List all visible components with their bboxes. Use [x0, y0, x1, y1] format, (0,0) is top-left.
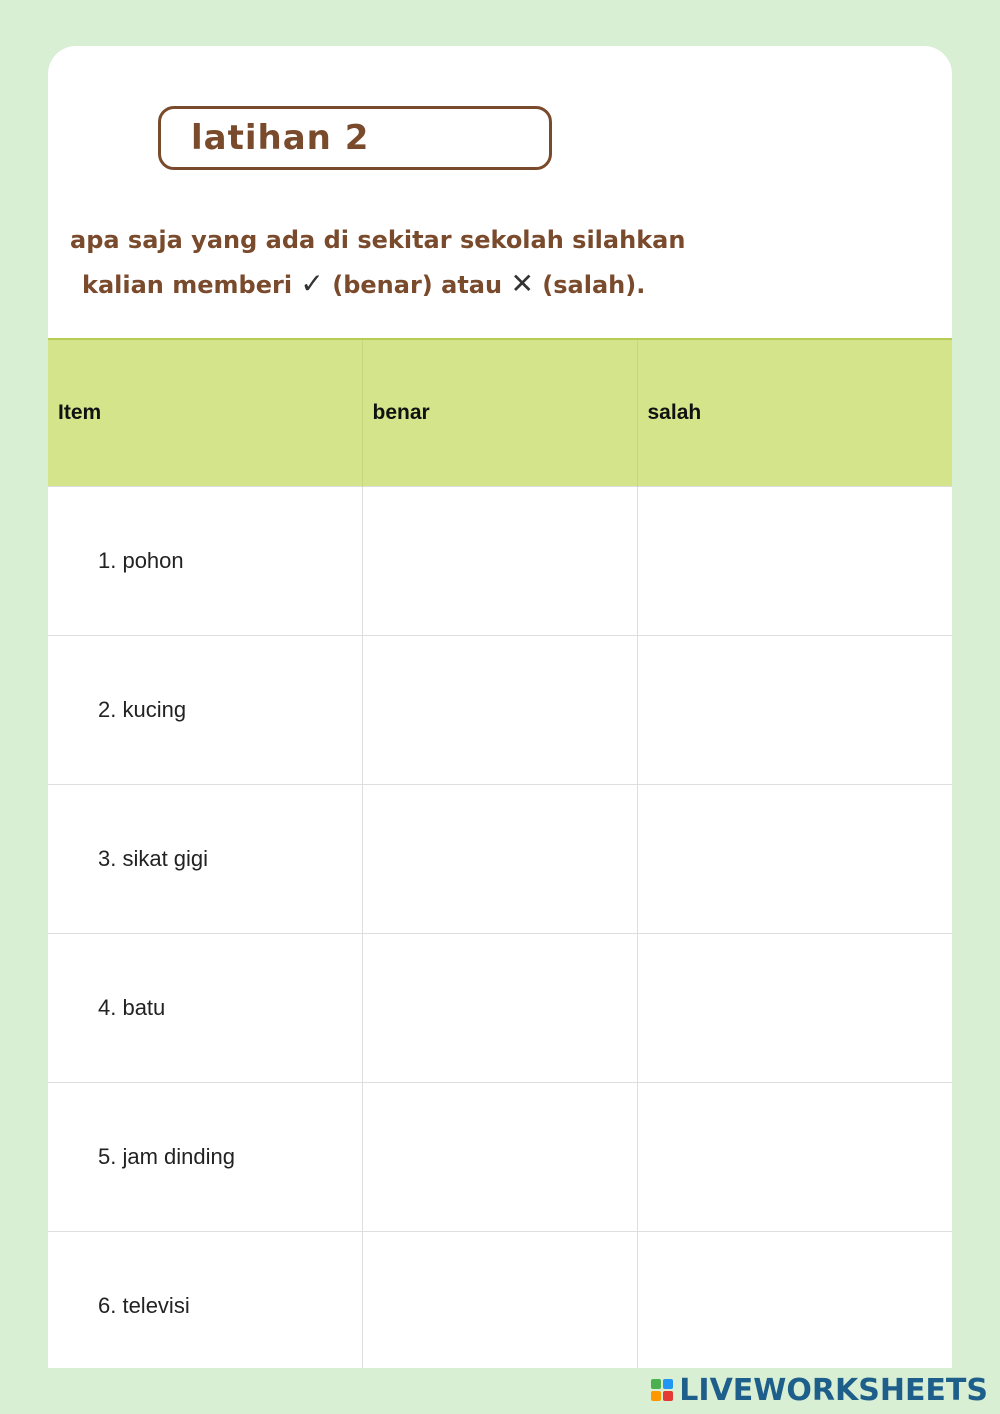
item-cell: 4. batu: [48, 934, 362, 1083]
worksheet-title: latihan 2: [191, 118, 370, 158]
instruction-line-2-start: kalian memberi: [82, 271, 293, 299]
instruction-line-2-mid: (benar) atau: [332, 271, 503, 299]
header-benar: benar: [362, 339, 637, 487]
benar-cell[interactable]: [362, 934, 637, 1083]
instruction-line-2: [70, 262, 710, 307]
check-mark-icon: ✓: [300, 267, 324, 300]
item-cell: 3. sikat gigi: [48, 785, 362, 934]
table-row: [48, 1083, 952, 1232]
logo-grid-icon: [651, 1379, 673, 1401]
item-cell: 1. pohon: [48, 487, 362, 636]
logo-square: [663, 1391, 673, 1401]
salah-cell[interactable]: [637, 1083, 952, 1232]
table-row: [48, 636, 952, 785]
salah-cell[interactable]: [637, 934, 952, 1083]
benar-cell[interactable]: [362, 785, 637, 934]
logo-square: [651, 1379, 661, 1389]
table-header-row: [48, 339, 952, 487]
header-item: Item: [48, 339, 362, 487]
salah-cell[interactable]: [637, 785, 952, 934]
salah-cell[interactable]: [637, 636, 952, 785]
item-cell: 2. kucing: [48, 636, 362, 785]
benar-cell[interactable]: [362, 487, 637, 636]
item-cell: 5. jam dinding: [48, 1083, 362, 1232]
benar-cell[interactable]: [362, 1232, 637, 1369]
instruction-text: [70, 218, 710, 307]
table-row: [48, 785, 952, 934]
table-row: [48, 1232, 952, 1369]
liveworksheets-logo: [651, 1372, 988, 1408]
logo-text: LIVEWORKSHEETS: [679, 1372, 988, 1408]
logo-square: [651, 1391, 661, 1401]
instruction-line-1: apa saja yang ada di sekitar sekolah silahkan: [70, 226, 686, 254]
header-salah: salah: [637, 339, 952, 487]
salah-cell[interactable]: [637, 487, 952, 636]
salah-cell[interactable]: [637, 1232, 952, 1369]
table-row: [48, 934, 952, 1083]
worksheet-page: [48, 46, 952, 1368]
instruction-line-2-end: (salah).: [542, 271, 646, 299]
table-row: [48, 487, 952, 636]
item-cell: 6. televisi: [48, 1232, 362, 1369]
benar-cell[interactable]: [362, 1083, 637, 1232]
answer-table: [48, 338, 952, 1368]
benar-cell[interactable]: [362, 636, 637, 785]
logo-square: [663, 1379, 673, 1389]
title-box: [158, 106, 552, 170]
cross-mark-icon: ✕: [510, 267, 534, 300]
